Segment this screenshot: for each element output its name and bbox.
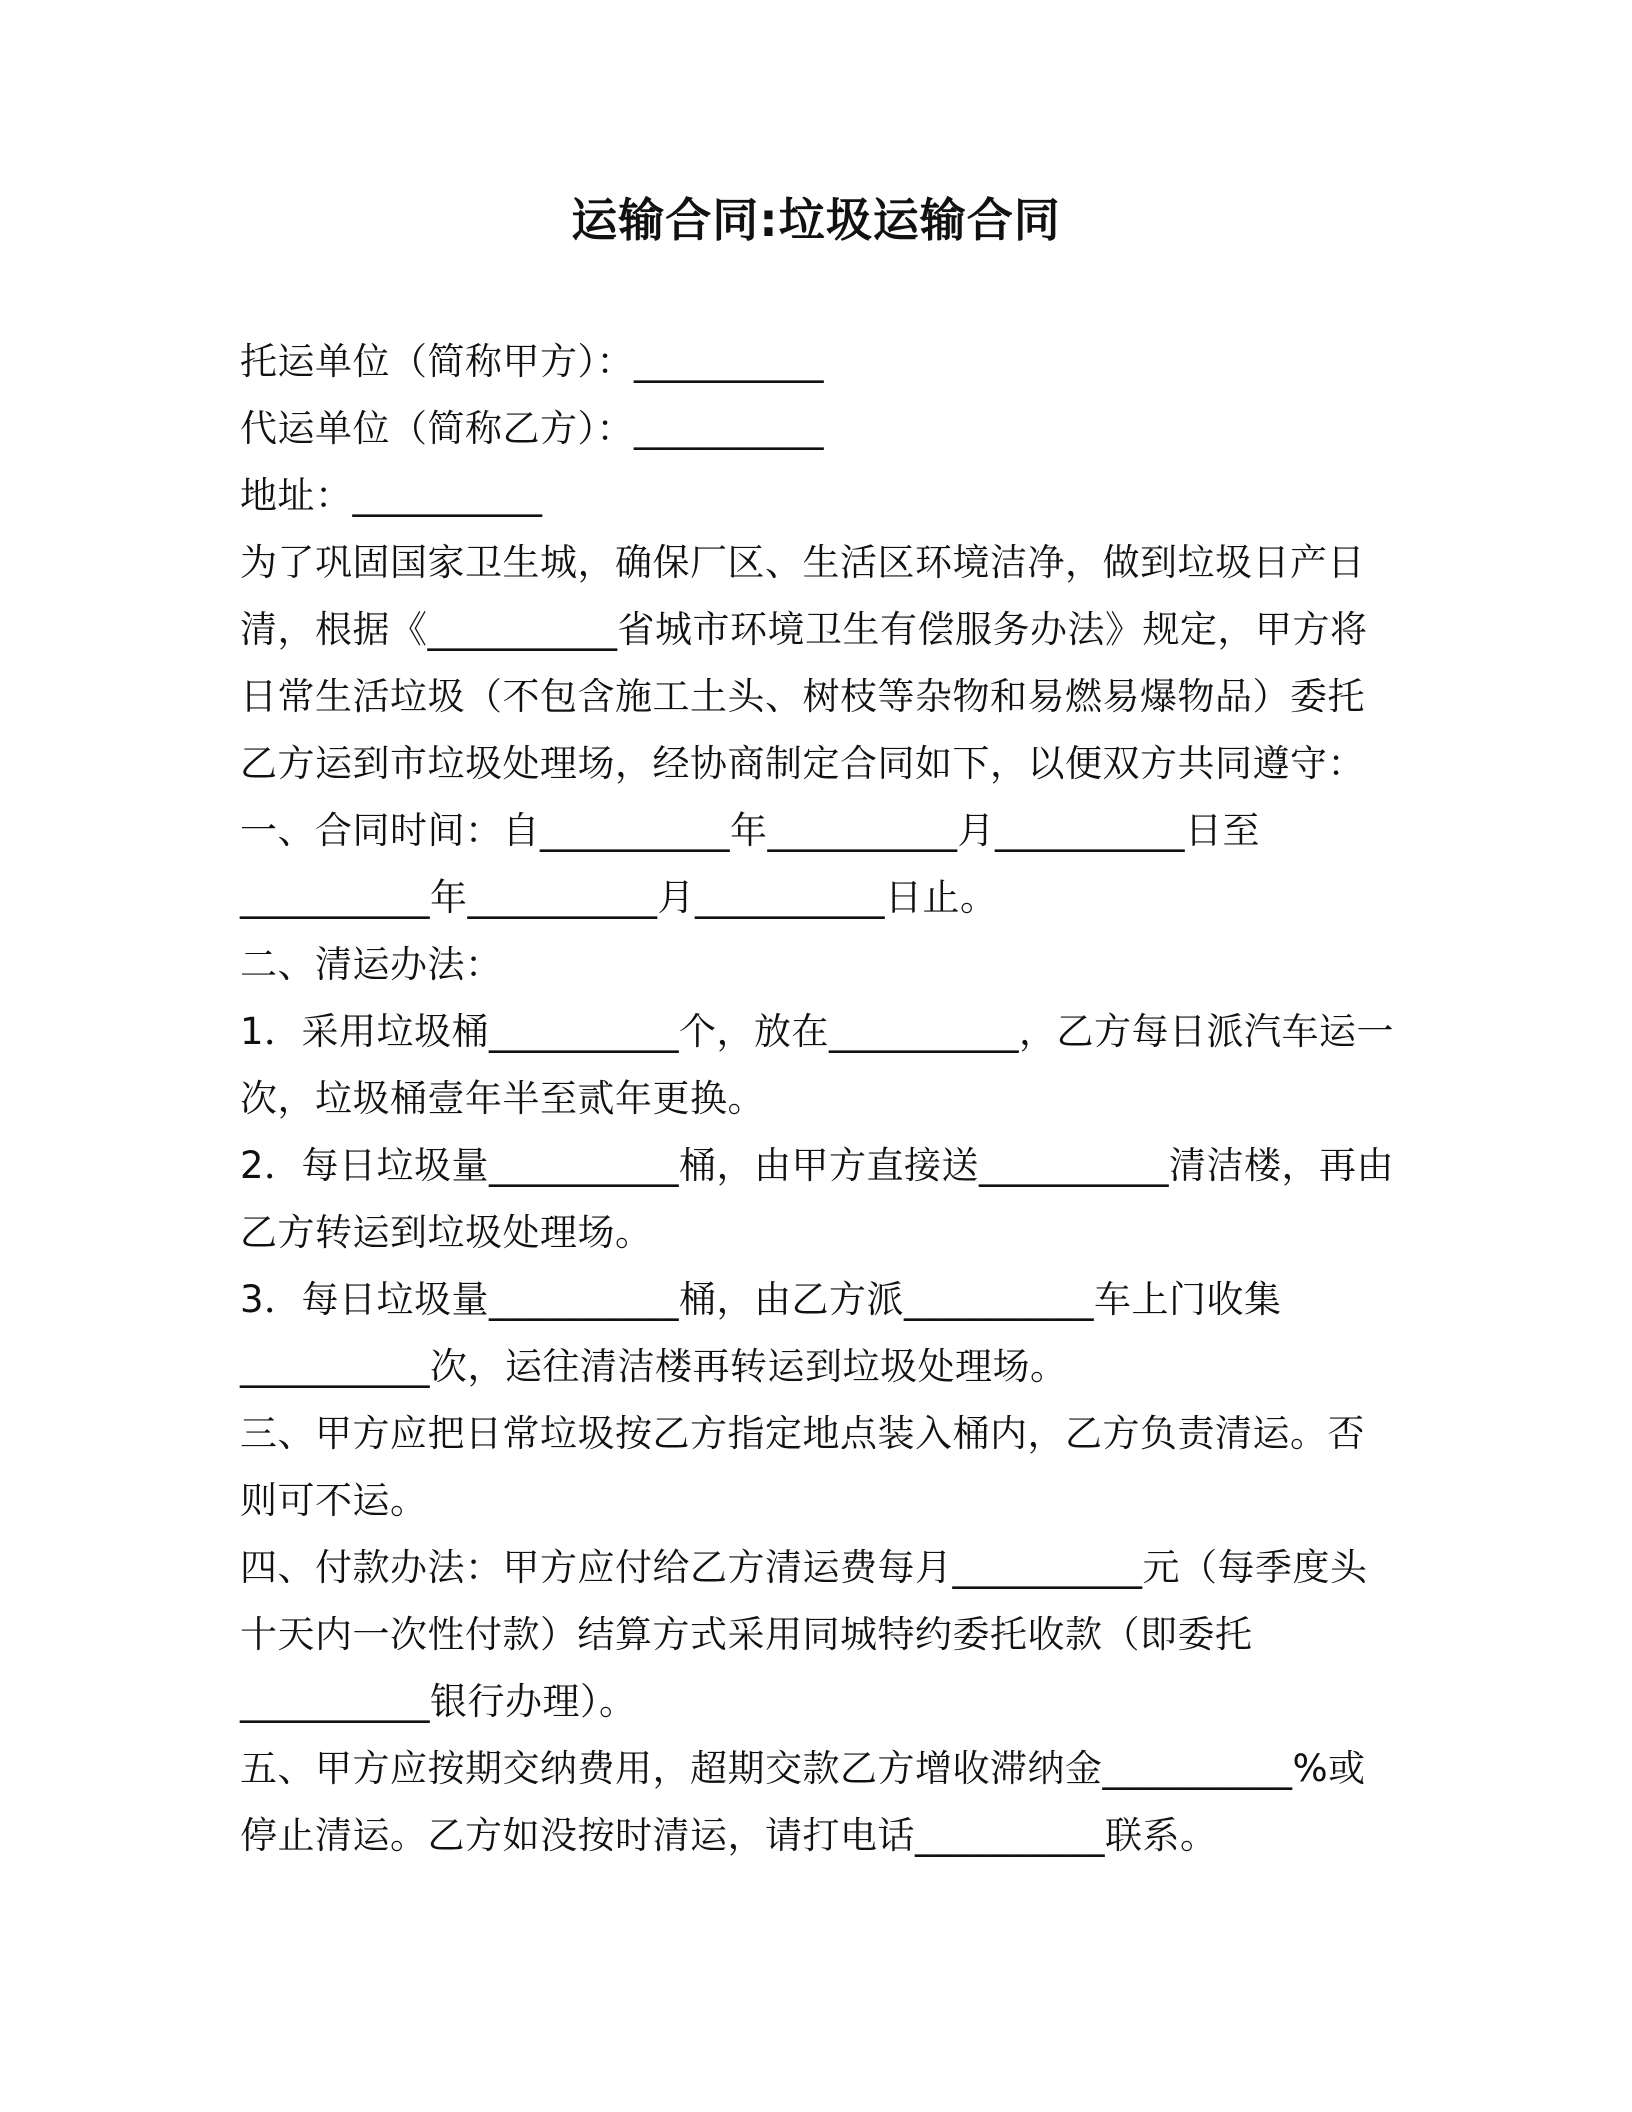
clause-3-line-2: 则可不运。 — [240, 1479, 428, 1522]
clause-1-line-2: __________年__________月__________日止。 — [240, 876, 998, 919]
preamble-line-2: 清，根据《__________省城市环境卫生有偿服务办法》规定，甲方将 — [240, 608, 1368, 651]
clause-5-line-2: 停止清运。乙方如没按时清运，请打电话__________联系。 — [240, 1814, 1218, 1857]
clause-3-line-1: 三、甲方应把日常垃圾按乙方指定地点装入桶内，乙方负责清运。否 — [240, 1412, 1365, 1455]
clause-2-item-1-line-2: 次，垃圾桶壹年半至贰年更换。 — [240, 1077, 765, 1120]
clause-2-item-3-line-1: 3．每日垃圾量__________桶，由乙方派__________车上门收集 — [240, 1278, 1282, 1321]
clause-4-line-2: 十天内一次性付款）结算方式采用同城特约委托收款（即委托 — [240, 1613, 1253, 1656]
clause-5-line-1: 五、甲方应按期交纳费用，超期交款乙方增收滞纳金__________%或 — [240, 1747, 1366, 1790]
party-b-line: 代运单位（简称乙方）：__________ — [240, 407, 824, 450]
clause-2-heading: 二、清运办法： — [240, 943, 503, 986]
party-a-line: 托运单位（简称甲方）：__________ — [240, 340, 824, 383]
clause-2-item-2-line-2: 乙方转运到垃圾处理场。 — [240, 1211, 653, 1254]
preamble-line-1: 为了巩固国家卫生城，确保厂区、生活区环境洁净，做到垃圾日产日 — [240, 541, 1365, 584]
clause-2-item-1-line-1: 1．采用垃圾桶__________个，放在__________，乙方每日派汽车运一 — [240, 1010, 1395, 1053]
clause-1-line-1: 一、合同时间：自__________年__________月__________日至 — [240, 809, 1260, 852]
contract-body — [240, 328, 1400, 1869]
clause-4-line-1: 四、付款办法：甲方应付给乙方清运费每月__________元（每季度头 — [240, 1546, 1368, 1589]
document-title: 运输合同:垃圾运输合同 — [571, 193, 1061, 247]
preamble-line-4: 乙方运到市垃圾处理场，经协商制定合同如下，以便双方共同遵守： — [240, 742, 1365, 785]
clause-4-line-3: __________银行办理）。 — [240, 1680, 637, 1723]
preamble-line-3: 日常生活垃圾（不包含施工土头、树枝等杂物和易燃易爆物品）委托 — [240, 675, 1365, 718]
clause-2-item-2-line-1: 2．每日垃圾量__________桶，由甲方直接送__________清洁楼，再由 — [240, 1144, 1395, 1187]
clause-2-item-3-line-2: __________次，运往清洁楼再转运到垃圾处理场。 — [240, 1345, 1068, 1388]
address-line: 地址：__________ — [240, 474, 543, 517]
